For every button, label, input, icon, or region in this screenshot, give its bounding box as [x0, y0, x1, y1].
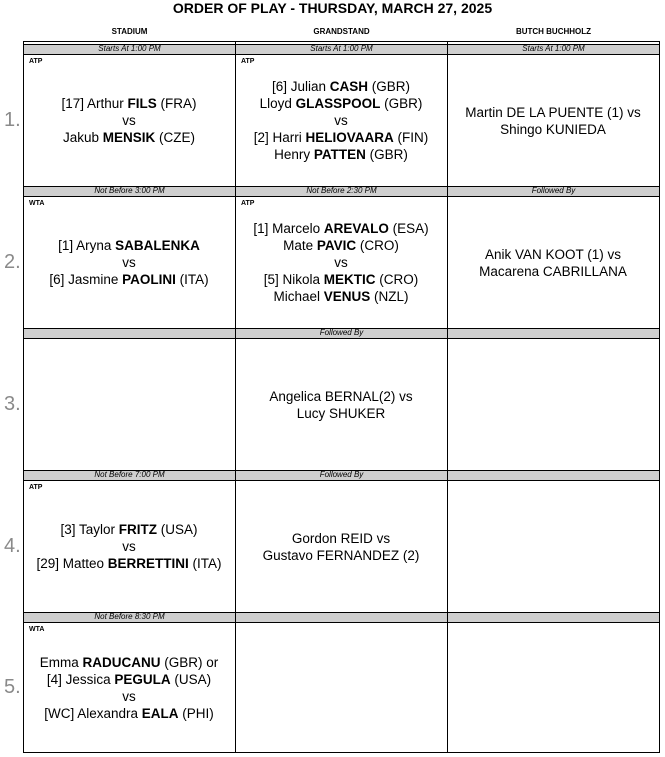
match-text: Gordon REID vs	[291, 531, 391, 546]
match-text: Lucy SHUKER	[296, 406, 386, 421]
match-text: Michael	[273, 289, 324, 304]
start-time-label: Not Before 8:30 PM	[94, 612, 165, 621]
match-line	[237, 237, 445, 254]
match-text: Gustavo FERNANDEZ (2)	[262, 548, 420, 563]
match-line	[25, 688, 233, 705]
start-time-label: Followed By	[319, 328, 364, 337]
band-divider	[447, 44, 448, 55]
match-text: (ESA)	[388, 221, 429, 236]
court-header-grandstand: GRANDSTAND	[313, 27, 370, 36]
match-text: (USA)	[157, 522, 198, 537]
match-text: (CZE)	[155, 130, 196, 145]
match-line	[237, 405, 445, 422]
match-cell	[237, 78, 445, 163]
match-text: Mate	[283, 238, 317, 253]
match-line	[237, 271, 445, 288]
player-surname: BERRETTINI	[107, 556, 189, 571]
band-divider	[447, 470, 448, 481]
match-line	[237, 129, 445, 146]
match-text: Macarena CABRILLANA	[479, 264, 627, 279]
player-surname: PEGULA	[114, 672, 171, 687]
match-text: [6] Jasmine	[49, 272, 123, 287]
match-line	[237, 254, 445, 271]
match-cell	[449, 104, 657, 138]
match-text: (USA)	[170, 672, 212, 687]
match-line	[25, 271, 233, 288]
match-text: (FRA)	[156, 96, 197, 111]
match-line	[237, 95, 445, 112]
player-surname: VENUS	[323, 289, 371, 304]
row-number: 1.	[4, 109, 21, 131]
player-surname: FILS	[127, 96, 157, 111]
player-surname: FRITZ	[118, 522, 158, 537]
match-line	[25, 538, 233, 555]
start-time-label: Not Before 3:00 PM	[94, 186, 165, 195]
band-divider	[235, 186, 236, 197]
start-time-label	[448, 612, 659, 623]
match-text: Emma	[39, 655, 83, 670]
band-divider	[235, 328, 236, 339]
match-cell	[237, 388, 445, 422]
page-title: ORDER OF PLAY - THURSDAY, MARCH 27, 2025	[172, 0, 493, 16]
match-line	[237, 530, 445, 547]
start-time-label: Starts At 1:00 PM	[98, 44, 161, 53]
match-line	[449, 263, 657, 280]
match-line	[25, 521, 233, 538]
match-text: vs	[122, 255, 136, 270]
match-text: [1] Aryna	[58, 238, 116, 253]
band-divider	[447, 612, 448, 623]
court-header-stadium: STADIUM	[111, 27, 148, 36]
match-text: [2] Harri	[253, 130, 306, 145]
column-divider	[235, 41, 236, 753]
start-time-label	[448, 328, 659, 339]
row-number: 2.	[4, 251, 21, 273]
match-text: [WC] Alexandra	[44, 706, 142, 721]
match-line	[25, 254, 233, 271]
match-line	[237, 112, 445, 129]
match-text: Anik VAN KOOT (1) vs	[484, 247, 622, 262]
start-time-label: Not Before 7:00 PM	[94, 470, 165, 479]
match-text: vs	[122, 689, 136, 704]
match-text: (PHI)	[178, 706, 214, 721]
match-text: (FIN)	[393, 130, 429, 145]
column-divider	[447, 41, 448, 753]
match-line	[25, 654, 233, 671]
match-line	[237, 146, 445, 163]
match-text: [5] Nikola	[263, 272, 324, 287]
match-text: [3] Taylor	[60, 522, 119, 537]
match-line	[449, 104, 657, 121]
band-divider	[235, 44, 236, 55]
match-cell	[25, 95, 233, 146]
match-line	[237, 288, 445, 305]
match-text: (GBR)	[368, 79, 411, 94]
match-text: (GBR)	[380, 96, 423, 111]
match-line	[25, 112, 233, 129]
tour-label: ATP	[241, 58, 255, 65]
start-time-label: Followed By	[531, 186, 576, 195]
match-line	[237, 547, 445, 564]
player-surname: PAOLINI	[122, 272, 176, 287]
match-line	[25, 555, 233, 572]
row-number: 4.	[4, 535, 21, 557]
match-text: vs	[122, 113, 136, 128]
match-text: Lloyd	[259, 96, 296, 111]
match-text: Henry	[274, 147, 314, 162]
tour-label: WTA	[29, 200, 45, 207]
match-text: (NZL)	[370, 289, 409, 304]
match-line	[25, 129, 233, 146]
tour-label: ATP	[29, 58, 43, 65]
match-text: (CRO)	[375, 272, 419, 287]
match-line	[25, 705, 233, 722]
match-cell	[237, 220, 445, 305]
match-line	[25, 95, 233, 112]
start-time-label: Starts At 1:00 PM	[310, 44, 373, 53]
player-surname: CASH	[329, 79, 369, 94]
band-divider	[235, 470, 236, 481]
player-surname: MEKTIC	[323, 272, 376, 287]
match-text: Jakub	[62, 130, 103, 145]
match-text: (ITA)	[188, 556, 222, 571]
tour-label: ATP	[29, 484, 43, 491]
match-text: vs	[122, 539, 136, 554]
player-surname: PATTEN	[313, 147, 366, 162]
match-line	[237, 388, 445, 405]
match-text: Martin DE LA PUENTE (1) vs	[465, 105, 641, 120]
match-text: [1] Marcelo	[253, 221, 324, 236]
player-surname: PAVIC	[316, 238, 357, 253]
match-line	[237, 220, 445, 237]
band-divider	[447, 328, 448, 339]
player-surname: MENSIK	[102, 130, 156, 145]
match-line	[449, 246, 657, 263]
match-line	[449, 121, 657, 138]
player-surname: RADUCANU	[82, 655, 161, 670]
player-surname: AREVALO	[323, 221, 389, 236]
match-text: Angelica BERNAL(2) vs	[269, 389, 413, 404]
match-text: [6] Julian	[271, 79, 330, 94]
row-number: 3.	[4, 393, 21, 415]
match-text: [29] Matteo	[36, 556, 108, 571]
start-time-label	[24, 328, 235, 339]
match-cell	[25, 521, 233, 572]
match-cell	[25, 654, 233, 722]
match-cell	[25, 237, 233, 288]
band-divider	[447, 186, 448, 197]
match-text: (ITA)	[175, 272, 209, 287]
match-text: vs	[334, 255, 348, 270]
match-line	[25, 237, 233, 254]
match-text: [17] Arthur	[61, 96, 128, 111]
match-text: (GBR) or	[160, 655, 219, 670]
start-time-label: Followed By	[319, 470, 364, 479]
start-time-label	[236, 612, 447, 623]
match-text: [4] Jessica	[46, 672, 115, 687]
match-text: vs	[334, 113, 348, 128]
match-cell	[449, 246, 657, 280]
match-text: (GBR)	[365, 147, 408, 162]
player-surname: EALA	[141, 706, 179, 721]
match-line	[237, 78, 445, 95]
player-surname: SABALENKA	[115, 238, 200, 253]
tour-label: WTA	[29, 626, 45, 633]
row-number: 5.	[4, 676, 21, 698]
player-surname: GLASSPOOL	[295, 96, 381, 111]
match-cell	[237, 530, 445, 564]
player-surname: HELIOVAARA	[305, 130, 394, 145]
match-text: Shingo KUNIEDA	[500, 122, 606, 137]
band-divider	[235, 612, 236, 623]
match-line	[25, 671, 233, 688]
start-time-label	[448, 470, 659, 481]
start-time-label: Not Before 2:30 PM	[306, 186, 377, 195]
court-header-butch-buchholz: BUTCH BUCHHOLZ	[515, 27, 592, 36]
start-time-label: Starts At 1:00 PM	[522, 44, 585, 53]
tour-label: ATP	[241, 200, 255, 207]
match-text: (CRO)	[356, 238, 399, 253]
